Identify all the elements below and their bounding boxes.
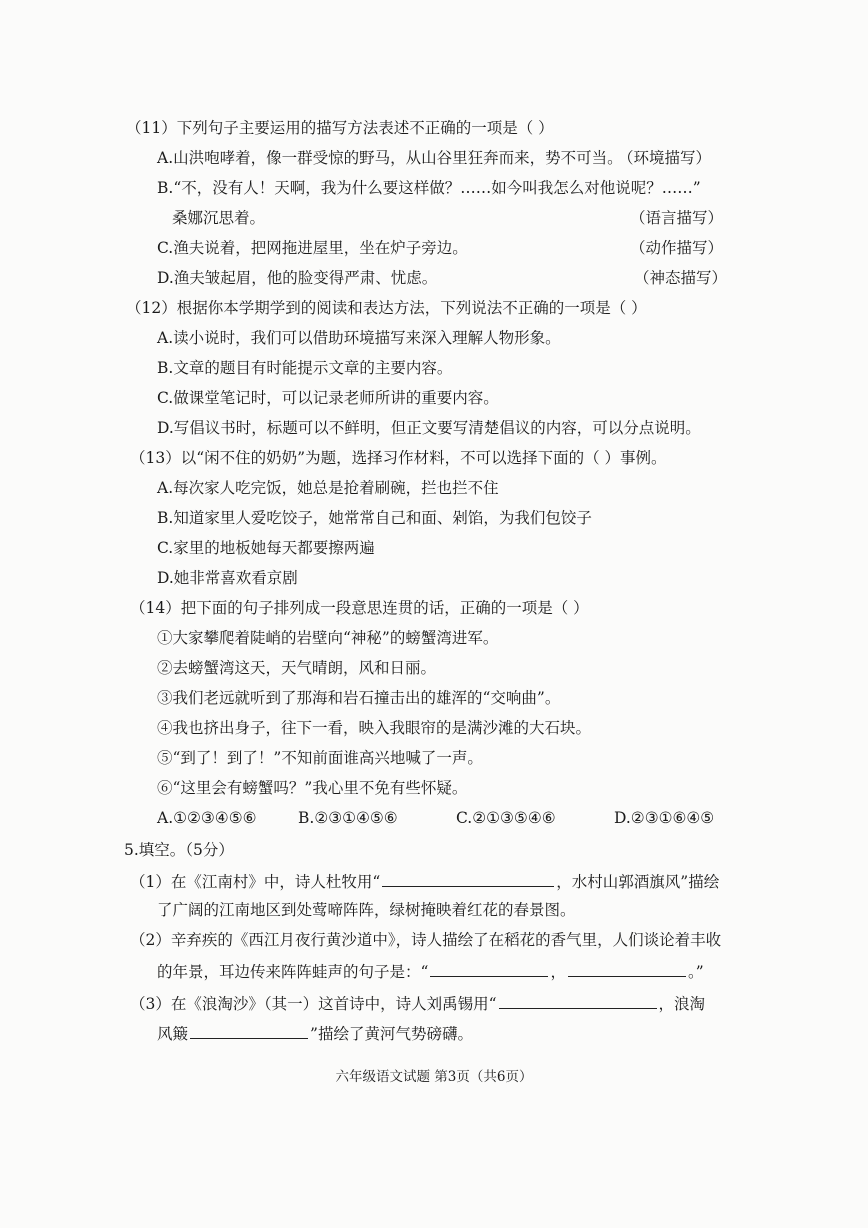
fill-1-line1 — [130, 870, 719, 892]
page-footer: 六年级语文试题 第3页（共6页） — [335, 1069, 533, 1085]
q14-sentence-2: ②去螃蟹湾这天，天气晴朗，风和日丽。 — [157, 659, 437, 677]
q12-option-d: D.写倡议书时，标题可以不鲜明，但正文要写清楚倡议的内容，可以分点说明。 — [157, 419, 701, 437]
q11-option-c-tag: （动作描写） — [630, 239, 724, 257]
fill-2-line1: （2）辛弃疾的《西江月夜行黄沙道中》，诗人描绘了在稻花的香气里，人们谈论着丰收 — [130, 931, 722, 949]
fill-1-blank[interactable] — [382, 870, 554, 887]
q11-option-d: D.渔夫皱起眉，他的脸变得严肃、忧虑。 — [157, 269, 438, 287]
q13-option-a: A.每次家人吃完饭，她总是抢着刷碗，拦也拦不住 — [157, 479, 499, 497]
q11-stem: （11）下列句子主要运用的描写方法表述不正确的一项是（ ） — [126, 119, 554, 137]
section5-title: 5.填空。（5分） — [124, 841, 234, 859]
q13-option-c: C.家里的地板她每天都要擦两遍 — [157, 539, 375, 557]
q12-option-c: C.做课堂笔记时，可以记录老师所讲的重要内容。 — [157, 389, 499, 407]
fill-2-prefix: 的年景，耳边传来阵阵蛙声的句子是：“ — [157, 963, 429, 981]
fill-3-line2-suffix: ”描绘了黄河气势磅礴。 — [310, 1025, 473, 1043]
fill-1-prefix: （1）在《江南村》中，诗人杜牧用“ — [130, 873, 381, 891]
fill-2-line2 — [157, 960, 704, 982]
q13-option-d: D.她非常喜欢看京剧 — [157, 569, 298, 587]
fill-2-blank-2[interactable] — [568, 960, 686, 977]
q11-option-a-tag: （环境描写） — [618, 149, 712, 167]
fill-3-suffix: ，浪淘 — [658, 995, 706, 1013]
q14-sentence-3: ③我们老远就听到了那海和岩石撞击出的雄浑的“交响曲”。 — [157, 689, 561, 707]
fill-3-blank-2[interactable] — [190, 1022, 308, 1039]
fill-3-line2 — [157, 1022, 473, 1044]
q11-option-c: C.渔夫说着，把网拖进屋里，坐在炉子旁边。 — [157, 239, 468, 257]
fill-2-separator: ， — [550, 963, 566, 981]
q14-sentence-1: ①大家攀爬着陡峭的岩壁向“神秘”的螃蟹湾进军。 — [157, 629, 499, 647]
q12-option-a: A.读小说时，我们可以借助环境描写来深入理解人物形象。 — [157, 329, 561, 347]
q14-sentence-4: ④我也挤出身子，往下一看，映入我眼帘的是满沙滩的大石块。 — [157, 719, 592, 737]
q11-option-d-tag: （神态描写） — [634, 269, 728, 287]
q14-sentence-5: ⑤“到了！到了！”不知前面谁高兴地喊了一声。 — [157, 749, 483, 767]
q11-option-b-cont: 桑娜沉思着。 — [172, 209, 266, 227]
fill-1-line2: 了广阔的江南地区到处莺啼阵阵，绿树掩映着红花的春景图。 — [157, 901, 576, 919]
fill-3-prefix: （3）在《浪淘沙》（其一）这首诗中，诗人刘禹锡用“ — [130, 995, 497, 1013]
q12-option-b: B.文章的题目有时能提示文章的主要内容。 — [157, 359, 453, 377]
fill-3-blank-1[interactable] — [499, 992, 657, 1009]
q14-option-b: B.②③①④⑤⑥ — [298, 809, 398, 827]
q14-sentence-6: ⑥“这里会有螃蟹吗？”我心里不免有些怀疑。 — [157, 779, 468, 797]
q13-option-b: B.知道家里人爱吃饺子，她常常自己和面、剁馅，为我们包饺子 — [157, 509, 592, 527]
fill-1-suffix: ，水村山郭酒旗风”描绘 — [556, 873, 720, 891]
q11-option-a: A.山洪咆哮着，像一群受惊的野马，从山谷里狂奔而来，势不可当。 — [157, 149, 623, 167]
q14-option-c: C.②①③⑤④⑥ — [456, 809, 556, 827]
fill-2-suffix: 。” — [687, 963, 704, 981]
fill-3-line1 — [130, 992, 705, 1014]
q14-stem: （14）把下面的句子排列成一段意思连贯的话，正确的一项是（ ） — [130, 599, 589, 617]
q13-stem: （13）以“闲不住的奶奶”为题，选择习作材料，不可以选择下面的（ ）事例。 — [130, 449, 667, 467]
q14-option-d: D.②③①⑥④⑤ — [614, 809, 715, 827]
fill-3-line2-prefix: 风簸 — [157, 1025, 189, 1043]
q11-option-b: B.“不，没有人！天啊，我为什么要这样做？……如今叫我怎么对他说呢？……” — [157, 179, 701, 197]
fill-2-blank-1[interactable] — [430, 960, 548, 977]
q12-stem: （12）根据你本学期学到的阅读和表达方法，下列说法不正确的一项是（ ） — [126, 299, 647, 317]
q14-option-a: A.①②③④⑤⑥ — [157, 809, 257, 827]
q11-option-b-tag: （语言描写） — [630, 209, 724, 227]
